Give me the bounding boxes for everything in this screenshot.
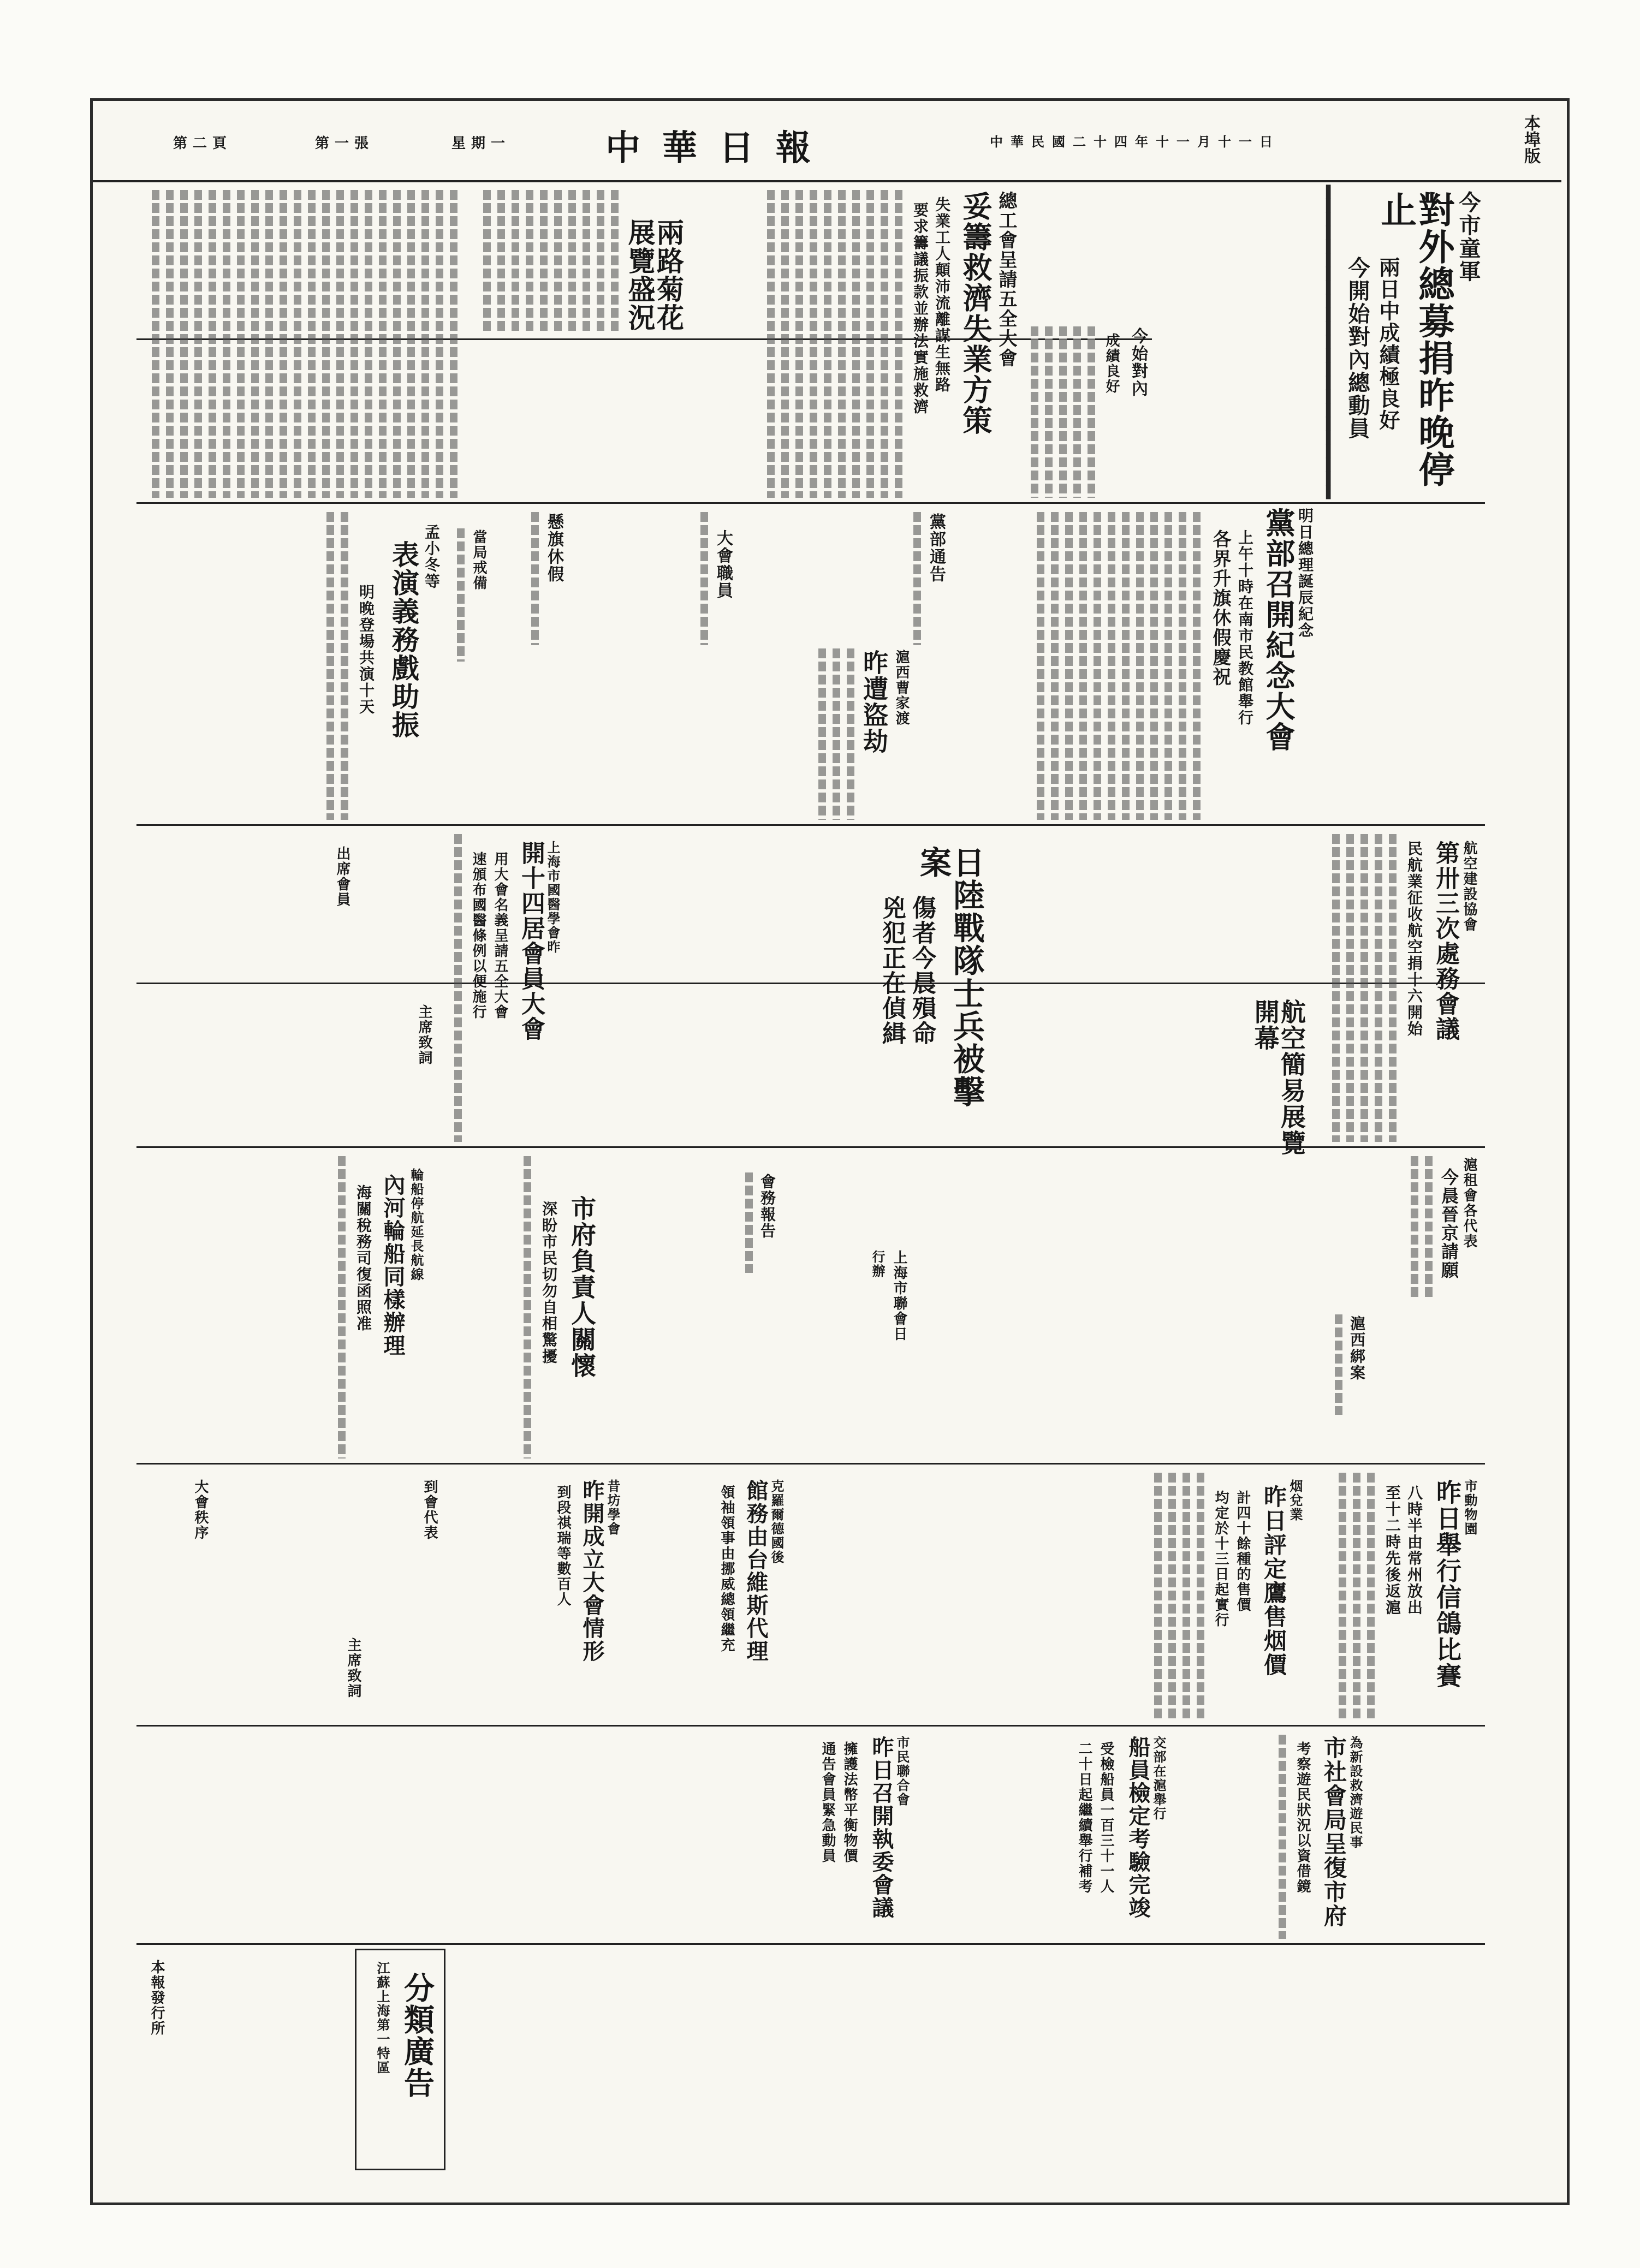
article-subheadline: 兩日中成績極良好 bbox=[1376, 257, 1400, 431]
article-headline: 到會代表 bbox=[421, 1479, 438, 1540]
body-text-column bbox=[136, 186, 464, 502]
article-federation bbox=[863, 1245, 912, 1386]
article-marine-incident bbox=[878, 830, 988, 1135]
text-line bbox=[583, 190, 590, 334]
article-assembly-staff bbox=[693, 508, 742, 650]
article-headline: 大會職員 bbox=[714, 529, 733, 599]
article-headline: 日陸戰隊士兵被擊案 bbox=[914, 846, 985, 1108]
article-flags-holiday bbox=[524, 508, 573, 650]
article-subheadline: 明晚登場共演十天 bbox=[357, 584, 375, 715]
article-subheadline: 擁護法幣平衡物價 bbox=[841, 1741, 858, 1864]
text-line bbox=[1094, 512, 1101, 820]
text-line bbox=[308, 190, 316, 498]
text-line bbox=[393, 190, 401, 498]
article-headline: 第卅三次處務會議 bbox=[1431, 841, 1459, 1041]
publisher-notice bbox=[136, 1949, 169, 2156]
article-opera-benefit bbox=[317, 508, 448, 824]
text-line bbox=[1375, 834, 1382, 1142]
text-line bbox=[1164, 512, 1172, 820]
text-line bbox=[781, 190, 789, 498]
text-line bbox=[436, 190, 443, 498]
article-subheadline: 失業工人顛沛流離謀生無路 bbox=[933, 197, 951, 393]
article-kicker: 航空建設協會 bbox=[1461, 841, 1477, 932]
article-kicker: 滬租會各代表 bbox=[1461, 1157, 1477, 1249]
text-line bbox=[795, 190, 803, 498]
text-line bbox=[1346, 834, 1354, 1142]
masthead-sheet: 第一張 bbox=[314, 135, 374, 152]
article-subheadline: 到段祺瑞等數百人 bbox=[555, 1485, 571, 1607]
article-kicker: 今市童軍 bbox=[1455, 191, 1481, 283]
article-subheadline: 江蘇上海第一特區 bbox=[375, 1961, 390, 2075]
text-line bbox=[180, 190, 188, 498]
edition-label: 本埠版 bbox=[1521, 115, 1540, 164]
article-kicker: 市民聯合會 bbox=[894, 1736, 910, 1807]
text-line bbox=[597, 190, 604, 334]
text-line bbox=[554, 190, 562, 334]
article-headline: 昨日召開執委會議 bbox=[869, 1736, 894, 1919]
article-headline: 出席會員 bbox=[334, 846, 350, 907]
text-line bbox=[497, 190, 505, 334]
text-line bbox=[454, 834, 462, 1142]
text-line bbox=[881, 190, 888, 498]
text-line bbox=[700, 512, 708, 645]
text-line bbox=[1197, 1473, 1204, 1721]
masthead-rule bbox=[93, 180, 1561, 182]
article-headline: 市府負責人關懷 bbox=[567, 1195, 597, 1379]
article-subheadline: 速頒布國醫條例以便施行 bbox=[470, 852, 486, 1020]
article-kicker: 為新設救濟遊民事 bbox=[1347, 1736, 1363, 1849]
text-line bbox=[237, 190, 245, 498]
classified-ads-box bbox=[355, 1949, 445, 2170]
article-headline: 今始對內 bbox=[1128, 328, 1148, 397]
article-subheadline: 領袖領事由挪威總領繼充 bbox=[718, 1485, 735, 1653]
text-line bbox=[194, 190, 202, 498]
text-line bbox=[1122, 512, 1130, 820]
article-kicker: 烟兌業 bbox=[1287, 1479, 1303, 1522]
article-chair-address bbox=[333, 1627, 366, 1736]
article-subheadline: 考察遊民狀況以資借鏡 bbox=[1294, 1741, 1311, 1894]
article-labor-union bbox=[764, 186, 1021, 502]
text-line bbox=[1183, 1473, 1190, 1721]
text-line bbox=[379, 190, 387, 498]
article-kicker: 孟小冬等 bbox=[423, 524, 441, 590]
text-line bbox=[338, 1156, 346, 1459]
article-aviation-meeting bbox=[1321, 830, 1485, 1146]
masthead-page: 第二頁 bbox=[173, 135, 232, 152]
text-line bbox=[1059, 326, 1067, 498]
article-headline: 內河輪船同樣辦理 bbox=[380, 1174, 406, 1357]
text-line bbox=[322, 190, 330, 498]
article-subheadline: 各界升旗休假慶祝 bbox=[1209, 529, 1231, 687]
article-headline: 懸旗休假 bbox=[544, 513, 563, 583]
article-headline: 黨部通告 bbox=[926, 513, 946, 583]
article-subheadline: 通告會員緊急動員 bbox=[819, 1741, 836, 1864]
article-kicker: 上海市國醫學會昨 bbox=[545, 841, 561, 954]
article-subheadline: 二十日起繼續舉行補考 bbox=[1076, 1741, 1092, 1894]
article-seamen-exam bbox=[1065, 1730, 1174, 2003]
text-line bbox=[512, 190, 519, 334]
article-subheadline: 成績良好 bbox=[1103, 333, 1120, 394]
article-headline: 分類廣告 bbox=[399, 1972, 435, 2099]
text-line bbox=[1425, 1156, 1433, 1300]
text-line bbox=[895, 190, 902, 498]
masthead bbox=[90, 115, 1564, 175]
text-line bbox=[767, 190, 775, 498]
article-headline: 昨遭盜劫 bbox=[859, 650, 889, 754]
text-line bbox=[1108, 512, 1115, 820]
article-subheadline: 計四十餘種的售價 bbox=[1234, 1490, 1251, 1612]
text-line bbox=[152, 190, 159, 498]
text-line bbox=[341, 512, 348, 820]
text-line bbox=[526, 190, 533, 334]
text-line bbox=[223, 190, 230, 498]
text-line bbox=[166, 190, 174, 498]
text-line bbox=[1168, 1473, 1176, 1721]
text-line bbox=[1179, 512, 1186, 820]
article-headline: 館務由台維斯代理 bbox=[743, 1479, 769, 1663]
text-line bbox=[280, 190, 287, 498]
article-subheadline: 八時半由常州放出 bbox=[1405, 1485, 1423, 1616]
article-headline: 今晨晉京請願 bbox=[1439, 1168, 1459, 1279]
text-line bbox=[1065, 512, 1073, 820]
article-headline: 當局戒備 bbox=[471, 529, 487, 591]
text-line bbox=[1193, 512, 1201, 820]
article-robbery bbox=[808, 644, 917, 824]
section-divider bbox=[136, 1463, 1485, 1465]
article-headline: 會務報告 bbox=[758, 1174, 776, 1239]
article-subheadline: 要求籌議振款並辦法實施救濟 bbox=[911, 202, 929, 415]
article-subheadline: 均定於十三日起實行 bbox=[1213, 1490, 1229, 1628]
text-line bbox=[818, 648, 826, 820]
newspaper-title: 中華日報 bbox=[605, 128, 833, 169]
article-aviation-exhibit bbox=[1245, 983, 1321, 1157]
article-headline: 昨日評定鷹售烟價 bbox=[1261, 1485, 1287, 1677]
text-line bbox=[326, 512, 334, 820]
article-scout-fundraising bbox=[1152, 186, 1479, 502]
text-line bbox=[847, 648, 854, 820]
article-headline: 主席致詞 bbox=[416, 1004, 432, 1065]
article-subheadline: 行辦 bbox=[870, 1250, 886, 1278]
text-line bbox=[1088, 326, 1095, 498]
article-subheadline: 傷者今晨殞命 bbox=[908, 895, 936, 1046]
article-delegates-petition bbox=[1403, 1152, 1485, 1305]
article-citizens-union bbox=[808, 1730, 917, 2003]
article-kicker: 明日總理誕辰紀念 bbox=[1296, 508, 1314, 639]
article-subheadline: 至十二時先後返滬 bbox=[1383, 1485, 1401, 1616]
article-headline: 對外總募捐昨晚停止 bbox=[1374, 191, 1455, 488]
masthead-weekday: 星期一 bbox=[451, 135, 510, 152]
text-line bbox=[209, 190, 216, 498]
text-line bbox=[1279, 1735, 1286, 1939]
article-society-founding bbox=[546, 1468, 628, 1725]
article-kicker: 輪船停航延長航線 bbox=[408, 1168, 424, 1282]
article-social-bureau bbox=[1272, 1730, 1370, 1943]
text-line bbox=[294, 190, 301, 498]
text-line bbox=[824, 190, 831, 498]
article-subheadline: 深盼市民切勿自相驚擾 bbox=[540, 1201, 558, 1365]
article-headline: 航空簡易展覽開幕 bbox=[1250, 999, 1306, 1156]
article-party-notice bbox=[906, 508, 955, 650]
text-line bbox=[1360, 834, 1368, 1142]
text-line bbox=[1073, 326, 1081, 498]
text-line bbox=[1051, 512, 1059, 820]
text-line bbox=[1136, 512, 1144, 820]
article-party-commemoration bbox=[1026, 508, 1321, 824]
text-line bbox=[838, 190, 846, 498]
article-medical-society bbox=[448, 830, 568, 1146]
article-kicker: 昔坊學會 bbox=[605, 1479, 621, 1536]
text-line bbox=[810, 190, 817, 498]
article-meeting-report bbox=[742, 1168, 786, 1277]
article-subheadline: 用大會名義呈請五全大會 bbox=[492, 852, 508, 1020]
article-attendees bbox=[322, 841, 355, 950]
article-headline: 昨開成立大會情形 bbox=[579, 1479, 605, 1663]
text-line bbox=[407, 190, 415, 498]
text-line bbox=[852, 190, 860, 498]
text-line bbox=[1332, 834, 1340, 1142]
article-subheadline: 妥籌救濟失業方策 bbox=[958, 191, 993, 436]
text-line bbox=[350, 190, 358, 498]
article-headline: 大會秩序 bbox=[192, 1479, 209, 1540]
article-headline: 黨部召開紀念大會 bbox=[1261, 508, 1296, 752]
article-chair-speech bbox=[404, 999, 437, 1108]
article-headline: 本報發行所 bbox=[148, 1960, 165, 2036]
article-kicker: 交部在滬舉行 bbox=[1151, 1736, 1167, 1821]
section-divider bbox=[136, 502, 1485, 504]
article-headline: 表演義務戲助振 bbox=[388, 540, 420, 739]
article-cigarette-price bbox=[1146, 1468, 1310, 1725]
article-subheadline: 今開始對內總動員 bbox=[1345, 257, 1370, 440]
text-line bbox=[1353, 1473, 1360, 1721]
article-body: ▌▌▌▌▌▌▌▌▌▌▌▌▌▌▌▌▌▌▌▌▌▌▌ bbox=[1324, 186, 1338, 499]
article-headline: 總工會呈請五全大會 bbox=[995, 191, 1017, 368]
article-inland-shipping bbox=[322, 1152, 431, 1463]
text-line bbox=[1150, 512, 1158, 820]
article-program bbox=[180, 1468, 213, 1588]
text-line bbox=[1079, 512, 1087, 820]
text-line bbox=[1045, 326, 1053, 498]
article-subheadline: 兇犯正在偵緝 bbox=[878, 895, 906, 1046]
text-line bbox=[913, 512, 921, 645]
text-line bbox=[1367, 1473, 1375, 1721]
article-chrysanthemum-show bbox=[480, 186, 753, 338]
article-subheadline: 受檢船員一百三十一人 bbox=[1098, 1741, 1114, 1894]
article-headline: 兩路菊花展覽盛況 bbox=[623, 218, 685, 332]
article-kidnapping bbox=[1332, 1310, 1376, 1419]
article-headline: 滬西綁案 bbox=[1348, 1315, 1366, 1381]
text-line bbox=[251, 190, 259, 498]
text-line bbox=[531, 512, 539, 645]
article-subheadline: 上午十時在南市民教館舉行 bbox=[1236, 529, 1254, 726]
article-kicker: 克羅爾德國後 bbox=[769, 1479, 785, 1564]
text-line bbox=[1031, 326, 1038, 498]
article-headline: 開十四居會員大會 bbox=[517, 841, 545, 1041]
text-line bbox=[1389, 834, 1397, 1142]
article-headline: 上海市聯會日 bbox=[891, 1250, 907, 1342]
article-subheadline: 海關稅務司復函照准 bbox=[354, 1184, 372, 1332]
text-line bbox=[1335, 1314, 1342, 1415]
section-divider bbox=[136, 824, 1485, 826]
text-line bbox=[421, 190, 429, 498]
article-headline: 昨日舉行信鴿比賽 bbox=[1433, 1479, 1462, 1689]
article-kicker: 滬西曹家渡 bbox=[893, 650, 910, 726]
text-line bbox=[833, 648, 840, 820]
text-line bbox=[457, 528, 465, 662]
text-line bbox=[365, 190, 372, 498]
text-line bbox=[524, 1156, 531, 1459]
article-authority-guard bbox=[448, 524, 497, 666]
text-line bbox=[1339, 1473, 1346, 1721]
text-line bbox=[1037, 512, 1044, 820]
text-line bbox=[611, 190, 619, 334]
text-line bbox=[745, 1172, 753, 1273]
article-headline: 主席致詞 bbox=[345, 1638, 361, 1699]
article-subheadline: 民航業征收航空捐十六開始 bbox=[1405, 841, 1423, 1037]
article-headline: 市社會局呈復市府 bbox=[1321, 1736, 1347, 1928]
text-line bbox=[336, 190, 344, 498]
text-line bbox=[1411, 1156, 1418, 1300]
text-line bbox=[540, 190, 548, 334]
article-headline: 船員檢定考驗完竣 bbox=[1125, 1736, 1151, 1919]
article-pigeon-race bbox=[1327, 1468, 1485, 1725]
text-line bbox=[483, 190, 491, 334]
article-delegates bbox=[409, 1468, 442, 1588]
text-line bbox=[568, 190, 576, 334]
article-internal-drive bbox=[1026, 322, 1152, 502]
article-kicker: 市動物園 bbox=[1462, 1479, 1478, 1536]
masthead-date: 中華民國二十四年十一月十一日 bbox=[990, 134, 1280, 150]
text-line bbox=[450, 190, 457, 498]
text-line bbox=[866, 190, 874, 498]
article-city-government bbox=[513, 1152, 606, 1463]
text-line bbox=[265, 190, 273, 498]
text-line bbox=[1154, 1473, 1162, 1721]
article-consulate bbox=[710, 1468, 792, 1725]
